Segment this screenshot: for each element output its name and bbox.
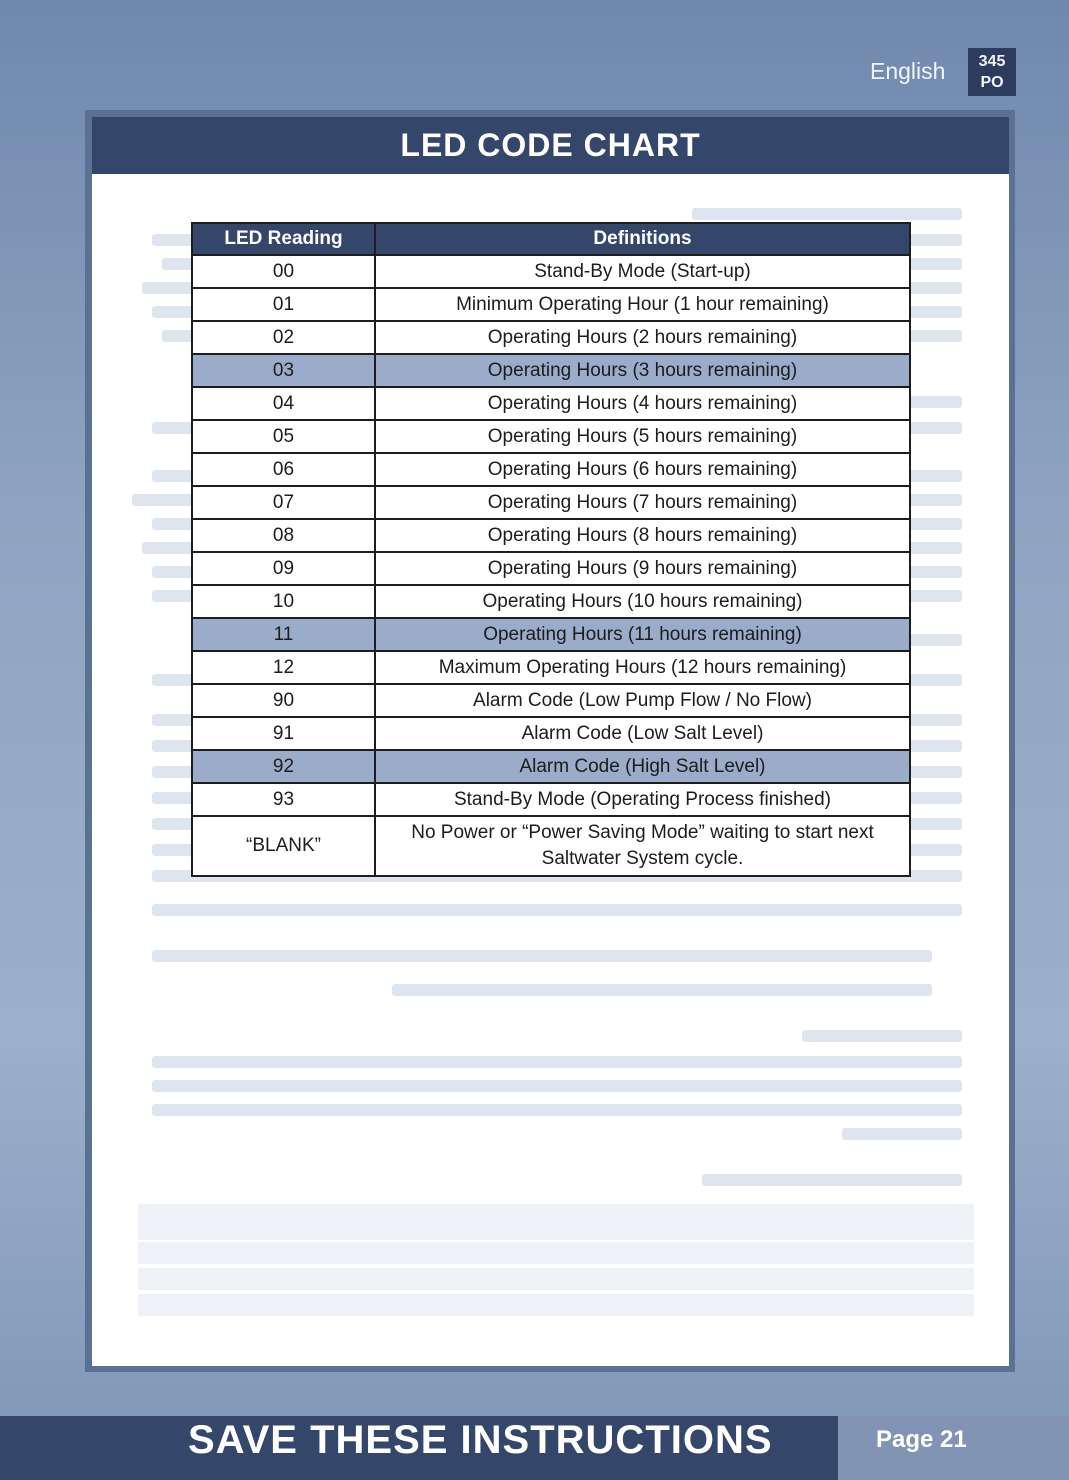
table-row xyxy=(192,288,910,321)
definition-cell: Operating Hours (9 hours remaining) xyxy=(375,552,910,585)
chart-panel xyxy=(92,174,1009,1366)
definition-cell: Operating Hours (7 hours remaining) xyxy=(375,486,910,519)
table-row xyxy=(192,783,910,816)
led-reading-cell: 11 xyxy=(192,618,375,651)
document-code-suffix: PO xyxy=(980,74,1004,91)
definition-cell: Minimum Operating Hour (1 hour remaining) xyxy=(375,288,910,321)
table-header-row xyxy=(192,223,910,255)
definition-cell: Operating Hours (11 hours remaining) xyxy=(375,618,910,651)
definition-cell: Alarm Code (Low Salt Level) xyxy=(375,717,910,750)
led-reading-cell: 93 xyxy=(192,783,375,816)
led-reading-cell: 05 xyxy=(192,420,375,453)
definition-line: Saltwater System cycle. xyxy=(541,848,744,869)
table-row xyxy=(192,453,910,486)
led-reading-cell: 06 xyxy=(192,453,375,486)
led-reading-cell: 03 xyxy=(192,354,375,387)
document-code-badge xyxy=(968,48,1016,96)
definition-cell: Stand-By Mode (Start-up) xyxy=(375,255,910,288)
column-header-led-reading: LED Reading xyxy=(192,223,375,255)
table-row xyxy=(192,618,910,651)
definition-cell: Operating Hours (6 hours remaining) xyxy=(375,453,910,486)
table-row xyxy=(192,585,910,618)
table-row xyxy=(192,552,910,585)
table-row xyxy=(192,255,910,288)
definition-cell: Operating Hours (8 hours remaining) xyxy=(375,519,910,552)
definition-cell: Operating Hours (5 hours remaining) xyxy=(375,420,910,453)
led-reading-cell: 91 xyxy=(192,717,375,750)
led-reading-cell: 12 xyxy=(192,651,375,684)
document-code-number: 345 xyxy=(978,53,1006,70)
led-code-table xyxy=(191,222,911,877)
table-row xyxy=(192,684,910,717)
definition-cell: Operating Hours (3 hours remaining) xyxy=(375,354,910,387)
table-row xyxy=(192,321,910,354)
led-reading-cell: 02 xyxy=(192,321,375,354)
definition-cell xyxy=(375,816,910,876)
led-reading-cell: 08 xyxy=(192,519,375,552)
table-row xyxy=(192,651,910,684)
table-row xyxy=(192,420,910,453)
led-reading-cell: 07 xyxy=(192,486,375,519)
definition-cell: Alarm Code (Low Pump Flow / No Flow) xyxy=(375,684,910,717)
led-reading-cell: 00 xyxy=(192,255,375,288)
definition-cell: Operating Hours (10 hours remaining) xyxy=(375,585,910,618)
led-reading-cell: 10 xyxy=(192,585,375,618)
footer-title: SAVE THESE INSTRUCTIONS xyxy=(188,1418,773,1462)
definition-cell: Operating Hours (4 hours remaining) xyxy=(375,387,910,420)
table-row xyxy=(192,486,910,519)
definition-line: No Power or “Power Saving Mode” waiting to start next xyxy=(411,822,874,843)
definition-cell: Alarm Code (High Salt Level) xyxy=(375,750,910,783)
table-row xyxy=(192,816,910,876)
led-reading-cell: 04 xyxy=(192,387,375,420)
led-reading-cell: 90 xyxy=(192,684,375,717)
table-row xyxy=(192,519,910,552)
table-row xyxy=(192,354,910,387)
table-row xyxy=(192,750,910,783)
definition-cell: Operating Hours (2 hours remaining) xyxy=(375,321,910,354)
definition-cell: Maximum Operating Hours (12 hours remaining) xyxy=(375,651,910,684)
led-reading-cell: 01 xyxy=(192,288,375,321)
chart-title: LED CODE CHART xyxy=(92,117,1009,174)
led-reading-cell: “BLANK” xyxy=(192,816,375,876)
led-reading-cell: 09 xyxy=(192,552,375,585)
column-header-definitions: Definitions xyxy=(375,223,910,255)
definition-cell: Stand-By Mode (Operating Process finished) xyxy=(375,783,910,816)
table-row xyxy=(192,717,910,750)
table-row xyxy=(192,387,910,420)
page-number: Page 21 xyxy=(876,1426,967,1453)
led-reading-cell: 92 xyxy=(192,750,375,783)
language-label: English xyxy=(870,58,946,84)
